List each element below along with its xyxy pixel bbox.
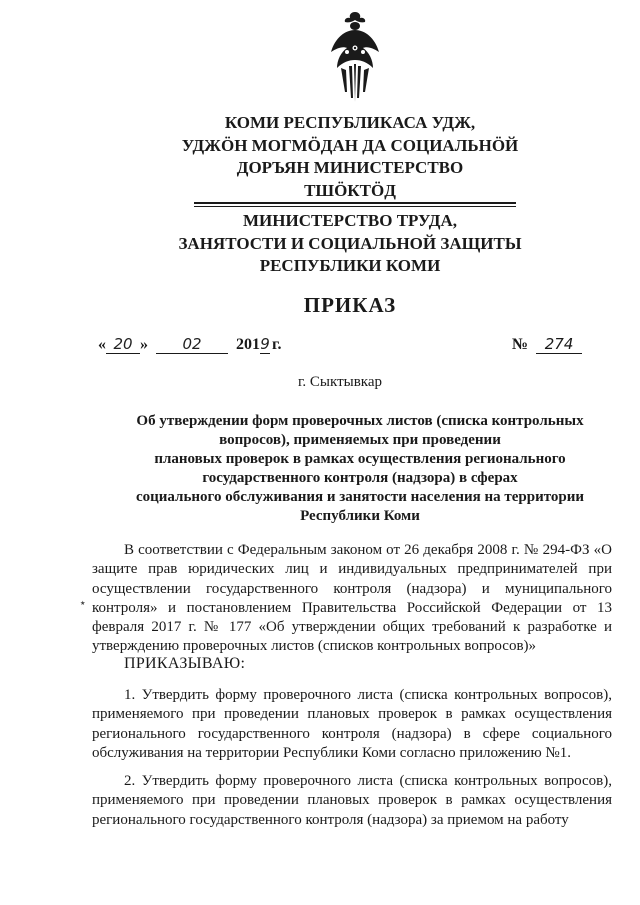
header-divider-thin	[194, 206, 516, 207]
date-month-field	[156, 336, 228, 354]
order-item: 2. Утвердить форму проверочного листа (списка контрольных вопросов), применяемого при проведении плановых проверок в рамках осуществления регионального государственного контроля (надзора) за приемом на работу	[92, 773, 612, 828]
header-russian-line: РЕСПУБЛИКИ КОМИ	[259, 256, 441, 275]
header-komi-line: ДОРЪЯН МИНИСТЕРСТВО	[236, 158, 464, 177]
date-year-prefix: 201	[236, 336, 260, 353]
date-year-digit: 9	[260, 335, 270, 353]
item-2-block	[92, 772, 612, 830]
date-day: 20	[113, 335, 133, 353]
header-russian	[30, 210, 640, 278]
document-title: ПРИКАЗ	[303, 293, 397, 317]
header-russian-line: ЗАНЯТОСТИ И СОЦИАЛЬНОЙ ЗАЩИТЫ	[178, 233, 522, 253]
number-value: 274	[544, 335, 574, 353]
number-label: №	[512, 336, 529, 353]
subject-line: Об утверждении форм проверочных листов (списка контрольных	[136, 413, 584, 429]
order-word: ПРИКАЗЫВАЮ:	[124, 655, 246, 672]
header-komi	[30, 112, 640, 202]
date-day-field	[106, 336, 140, 354]
subject-line: социального обслуживания и занятости населения на территории	[135, 489, 585, 505]
preamble-block	[92, 541, 612, 657]
date-open-quote: «	[98, 336, 106, 353]
header-divider	[194, 202, 516, 204]
date-suffix: г.	[272, 336, 282, 353]
preamble-paragraph: В соответствии с Федеральным законом от 26 декабря 2008 г. № 294-ФЗ «О защите прав юридических лиц и индивидуальных предпринимателей при осуществлении государственного контроля (надзора) и муниципального контроля» и постановлением Правительства Российской Федерации от 13 февраля 2017 г. № 177 «Об утверждении общих требований к разработке и утверждению проверочных листов (списков контрольных вопросов)»	[92, 542, 612, 655]
subject-line: Республики Коми	[300, 508, 420, 524]
date-year-field	[260, 336, 270, 354]
margin-speck: ٭	[80, 598, 86, 609]
date-month: 02	[182, 335, 202, 353]
header-komi-line: ТШӦКТӦД	[304, 180, 396, 200]
subject-line: государственного контроля (надзора) в сферах	[202, 470, 518, 486]
order-number	[512, 336, 582, 354]
header-komi-line: УДЖӦН МОГМӦДАН ДА СОЦИАЛЬНӦЙ	[181, 135, 519, 155]
subject-line: плановых проверок в рамках осуществления регионального	[154, 451, 566, 467]
subject-line: вопросов), применяемых при проведении	[219, 432, 501, 448]
city: г. Сыктывкар	[297, 374, 383, 390]
item-1-block	[92, 686, 612, 763]
order-item: 1. Утвердить форму проверочного листа (списка контрольных вопросов), применяемого при проведении плановых проверок в рамках осуществления регионального государственного контроля (надзора) в сфере социального обслуживания на территории Республики Коми согласно приложению №1.	[92, 687, 612, 761]
number-field	[536, 336, 582, 354]
coat-of-arms-emblem	[327, 8, 383, 104]
date-close-quote: »	[140, 336, 148, 353]
header-russian-line: МИНИСТЕРСТВО ТРУДА,	[243, 211, 457, 230]
order-date	[98, 336, 281, 354]
order-subject	[110, 412, 610, 526]
header-komi-line: КОМИ РЕСПУБЛИКАСА УДЖ,	[224, 113, 476, 132]
